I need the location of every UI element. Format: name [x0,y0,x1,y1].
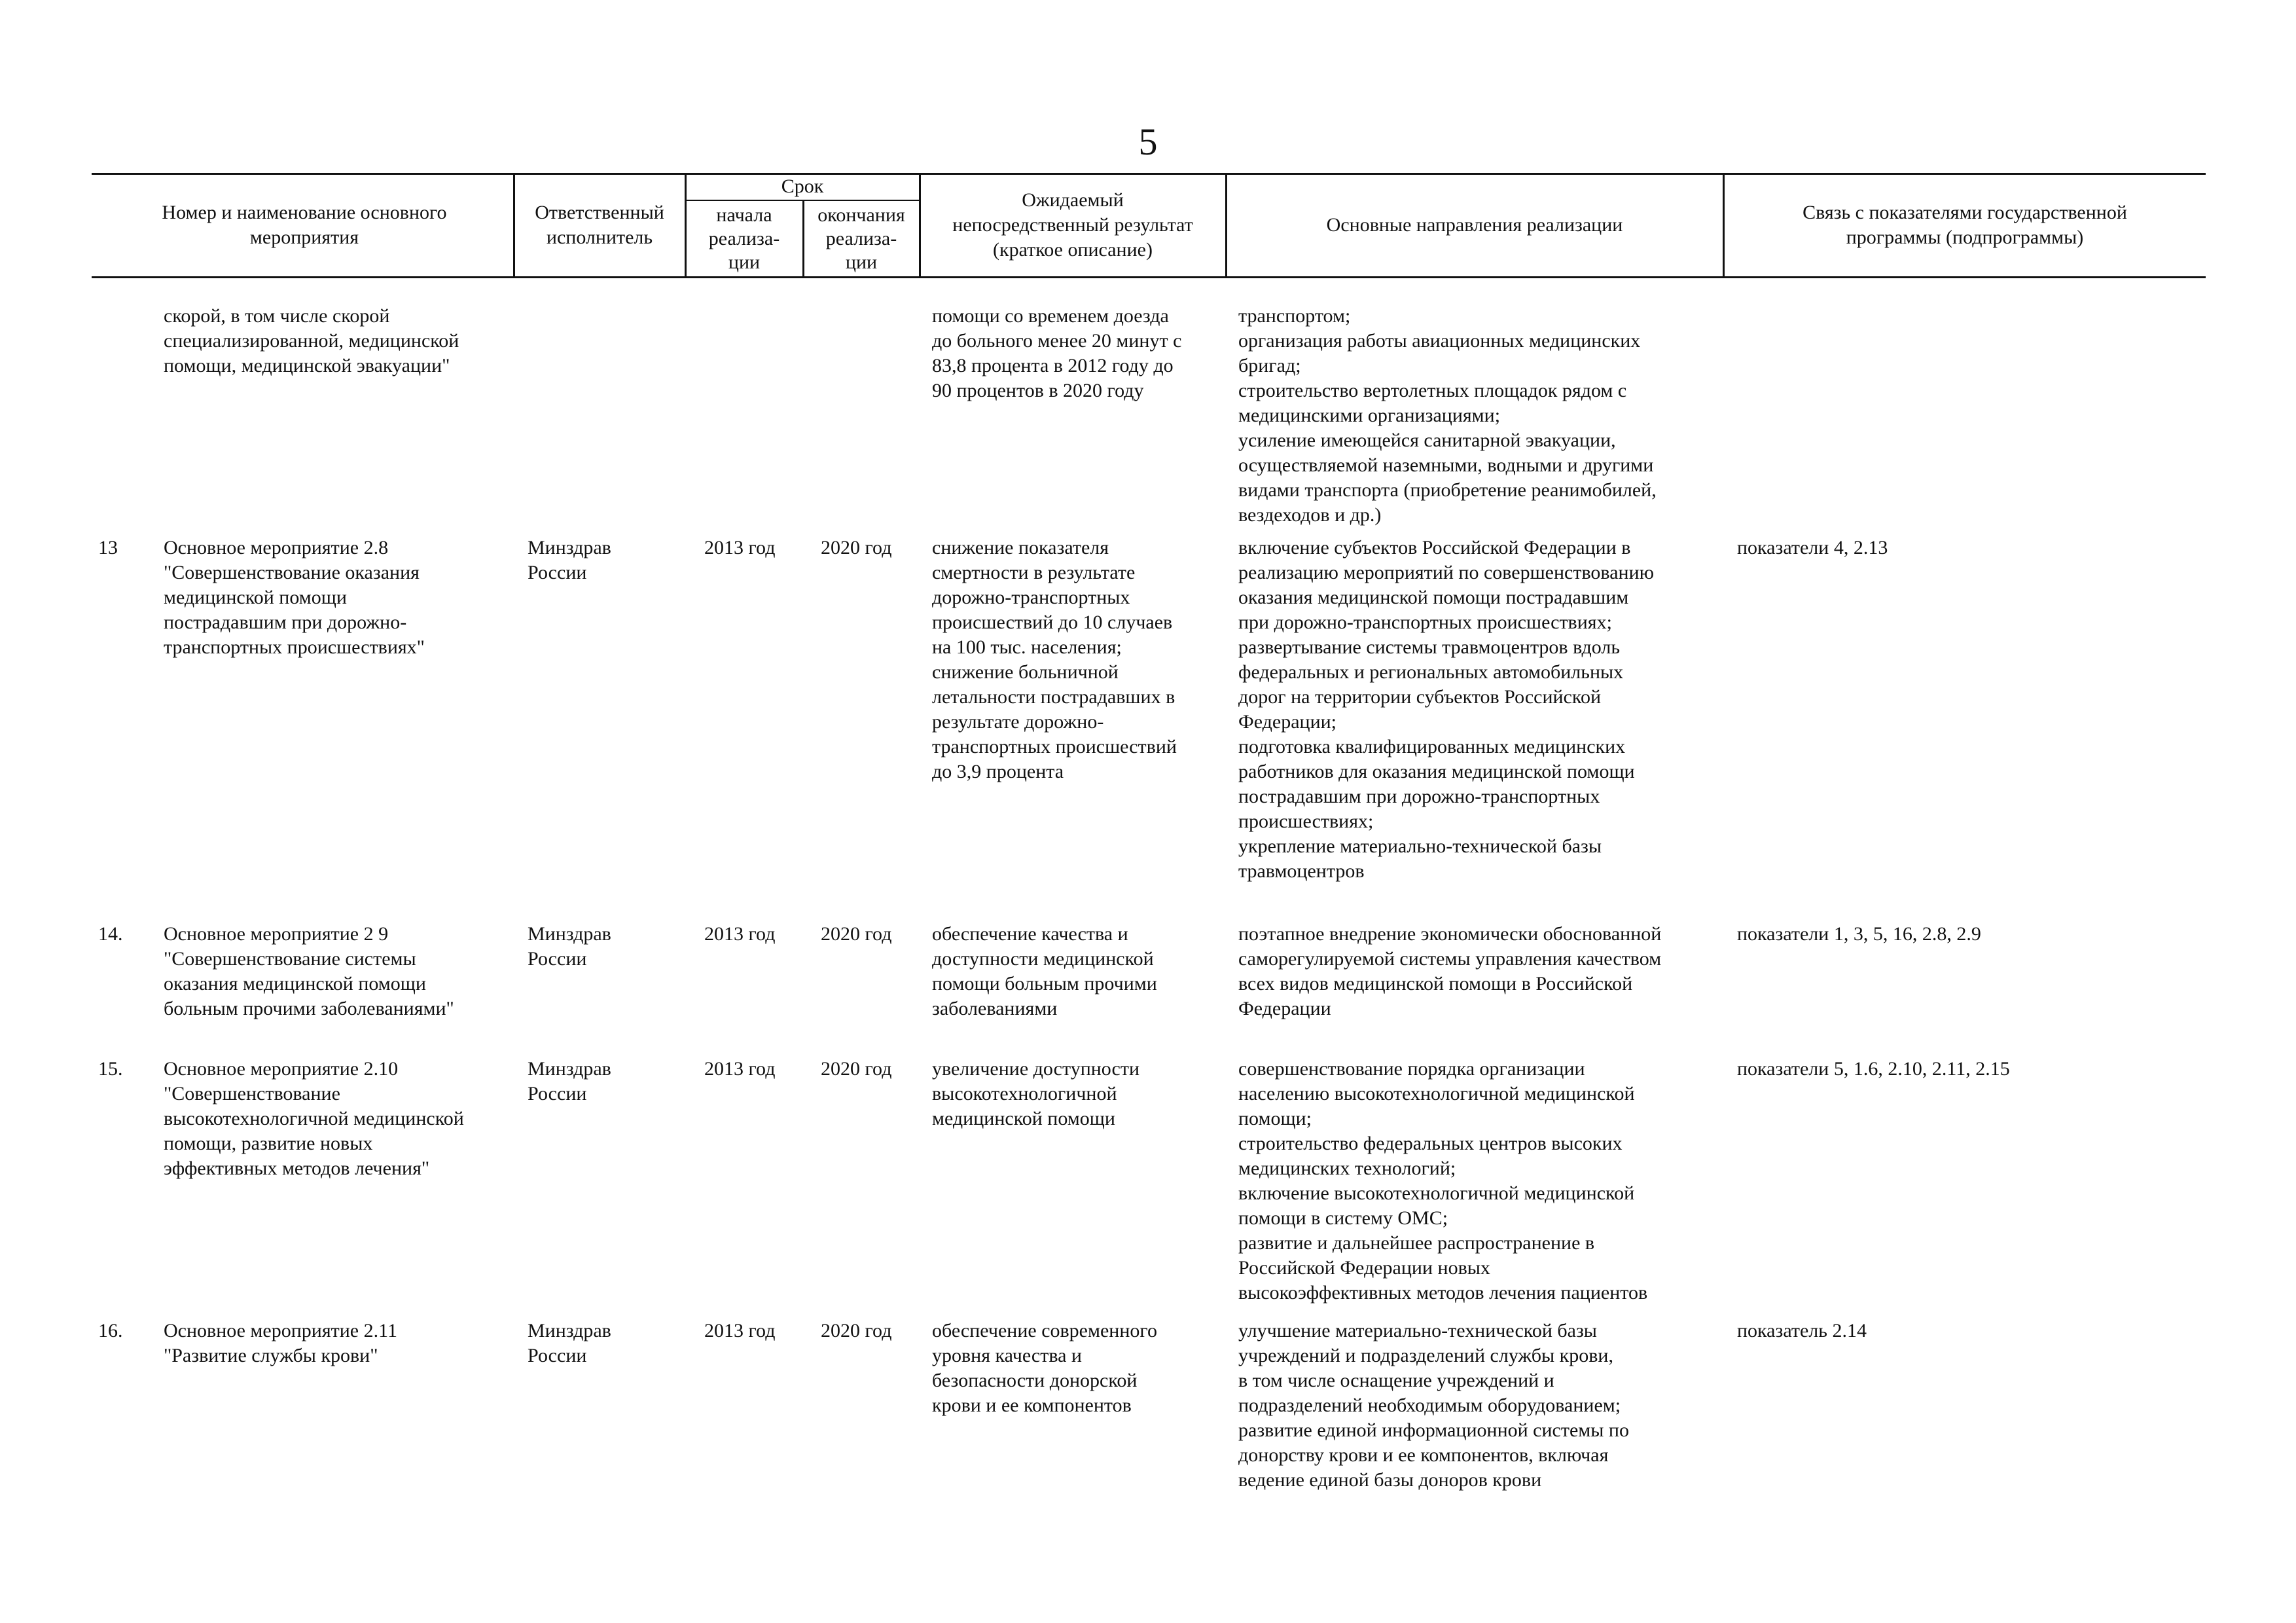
table-row-13-executor: Минздрав России [528,537,611,583]
table-row-14-end: 2020 год [821,923,892,945]
table-row-13-end: 2020 год [821,537,892,558]
table-row-13-link: показатели 4, 2.13 [1737,537,1888,558]
header-divider-1 [513,173,515,278]
header-divider-5 [1225,173,1227,278]
table-row-14-name: Основное мероприятие 2 9 "Совершенствование системы оказания медицинской помощи больным прочими заболеваниями" [164,923,454,1019]
table-row-14-link: показатели 1, 3, 5, 16, 2.8, 2.9 [1737,923,1981,945]
table-row-13-name: Основное мероприятие 2.8 "Совершенствование оказания медицинской помощи пострадавшим при дорожно- транспортных происшествиях" [164,537,425,658]
table-row-15-directions: совершенствование порядка организации населению высокотехнологичной медицинской помощи; строительство федеральных центров высоких медицинских технологий; включение высокотехнологичной медицинской помощи в систему ОМС; развитие и дальнейшее распространение в Российской Федерации новых высокоэффективных методов лечения пациентов [1238,1058,1648,1304]
header-end: окончания реализа- ции [817,204,905,273]
table-row-15-end: 2020 год [821,1058,892,1080]
table-row-15-name: Основное мероприятие 2.10 "Совершенствование высокотехнологичной медицинской помощи, развитие новых эффективных методов лечения" [164,1058,464,1179]
table-row-13-result: снижение показателя смертности в результате дорожно-транспортных происшествий до 10 случаев на 100 тыс. населения; снижение больничной летальности пострадавших в результате дорожно- транспортных происшествий до 3,9 процента [932,537,1177,782]
header-divider-6 [1723,173,1725,278]
table-row-14-executor: Минздрав России [528,923,611,970]
header-bottom-rule [92,276,2206,278]
page-number: 5 [1138,120,1158,163]
header-divider-4 [919,173,921,278]
table-row-16-result: обеспечение современного уровня качества и безопасности донорской крови и ее компонентов [932,1320,1157,1416]
table-row-16-start: 2013 год [704,1320,776,1341]
header-divider-3 [802,200,804,278]
table-row-14-start: 2013 год [704,923,776,945]
header-start: начала реализа- ции [708,204,780,273]
table-row-16-executor: Минздрав России [528,1320,611,1366]
table-row-15-result: увеличение доступности высокотехнологичной медицинской помощи [932,1058,1140,1129]
table-row-cont-name: скорой, в том числе скорой специализированной, медицинской помощи, медицинской эвакуации" [164,305,459,376]
table-row-16-number: 16. [98,1320,123,1341]
table-row-15-executor: Минздрав России [528,1058,611,1104]
table-row-13-directions: включение субъектов Российской Федерации в реализацию мероприятий по совершенствованию оказания медицинской помощи пострадавшим при дорожно-транспортных происшествиях; развертывание системы травмоцентров вдоль федеральных и региональных автомобильных дорог на территории субъектов Российской Федерации; подготовка квалифицированных медицинских работников для оказания медицинской помощи пострадавшим при дорожно-транспортных происшествиях; укрепление материально-технической базы травмоцентров [1238,537,1655,882]
table-row-14-directions: поэтапное внедрение экономически обоснованной саморегулируемой системы управления качеством всех видов медицинской помощи в Российской Федерации [1238,923,1662,1019]
table-row-14-number: 14. [98,923,123,945]
table-row-14-result: обеспечение качества и доступности медицинской помощи больным прочими заболеваниями [932,923,1157,1019]
header-expected-result: Ожидаемый непосредственный результат (краткое описание) [952,189,1193,261]
table-row-16-name: Основное мероприятие 2.11 "Развитие службы крови" [164,1320,398,1366]
table-row-15-number: 15. [98,1058,123,1080]
table-row-cont-result: помощи со временем доезда до больного менее 20 минут с 83,8 процента в 2012 году до 90 процентов в 2020 году [932,305,1182,401]
header-srok: Срок [781,175,824,197]
table-row-cont-directions: транспортом; организация работы авиационных медицинских бригад; строительство вертолетных площадок рядом с медицинскими организациями; усиление имеющейся санитарной эвакуации, осуществляемой наземными, водными и другими видами транспорта (приобретение реанимобилей, вездеходов и др.) [1238,305,1657,526]
header-executor: Ответственный исполнитель [535,202,664,248]
table-row-16-end: 2020 год [821,1320,892,1341]
header-measure-name: Номер и наименование основного мероприятия [162,202,447,248]
table-row-13-start: 2013 год [704,537,776,558]
table-row-15-link: показатели 5, 1.6, 2.10, 2.11, 2.15 [1737,1058,2010,1080]
table-row-16-link: показатель 2.14 [1737,1320,1867,1341]
srok-subrule [685,200,919,201]
table-row-16-directions: улучшение материально-технической базы учреждений и подразделений службы крови, в том числе оснащение учреждений и подразделений необходимым оборудованием; развитие единой информационной системы по донорству крови и ее компонентов, включая ведение единой базы доноров крови [1238,1320,1629,1491]
header-directions: Основные направления реализации [1326,214,1623,236]
header-indicator-link: Связь с показателями государственной программы (подпрограммы) [1803,202,2127,248]
table-row-13-number: 13 [98,537,118,558]
table-row-15-start: 2013 год [704,1058,776,1080]
header-top-rule [92,173,2206,175]
header-divider-2 [685,173,687,278]
